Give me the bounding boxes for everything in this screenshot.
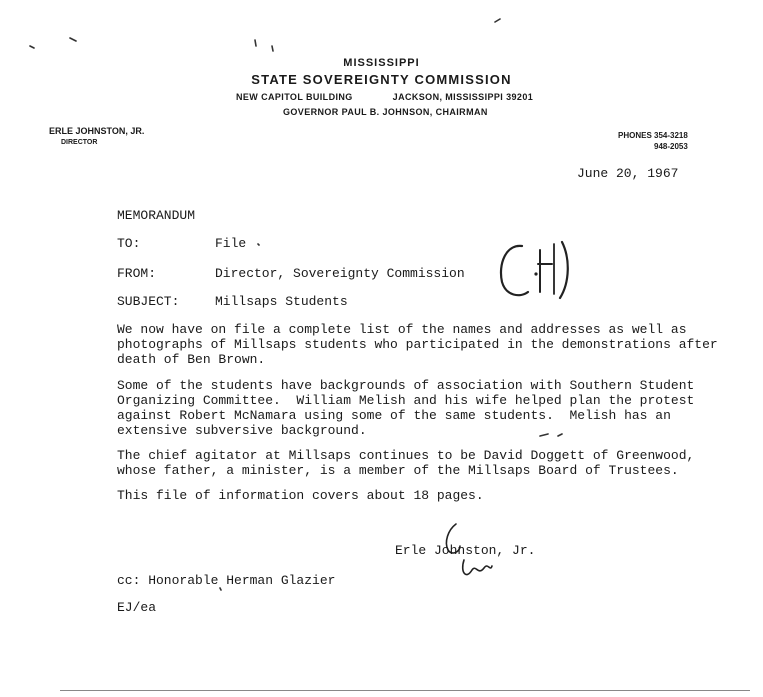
phone-line-1: PHONES 354-3218	[618, 131, 688, 140]
memo-date: June 20, 1967	[577, 166, 679, 181]
memo-heading: MEMORANDUM	[117, 208, 196, 223]
director-title: DIRECTOR	[61, 139, 98, 146]
subject-label: SUBJECT:	[117, 294, 180, 309]
subject-value: Millsaps Students	[215, 294, 348, 309]
signature-line: Erle Johnston, Jr.	[395, 543, 536, 558]
phone-line-2: 948-2053	[654, 142, 688, 151]
director-name: ERLE JOHNSTON, JR.	[49, 126, 145, 136]
paragraph-1: We now have on file a complete list of the names and addresses as well as photographs of Millsaps students who participated in the demonstrations after death of Ben Brown.	[117, 322, 718, 367]
bottom-rule	[60, 690, 750, 691]
letterhead-address: NEW CAPITOL BUILDING	[236, 92, 353, 102]
from-label: FROM:	[117, 266, 157, 281]
letterhead-organization: STATE SOVEREIGNTY COMMISSION	[251, 72, 512, 87]
letterhead-governor: GOVERNOR PAUL B. JOHNSON, CHAIRMAN	[283, 107, 488, 117]
to-label: TO:	[117, 236, 141, 251]
paragraph-4: This file of information covers about 18 pages.	[117, 488, 484, 503]
cc-line: cc: Honorable Herman Glazier	[117, 573, 336, 588]
to-value: File	[215, 236, 247, 251]
paragraph-3: The chief agitator at Millsaps continues to be David Doggett of Greenwood, whose father, a minister, is a member of the Millsaps Board of Trustees.	[117, 448, 695, 478]
letterhead-state: MISSISSIPPI	[343, 57, 420, 69]
typist-initials: EJ/ea	[117, 600, 157, 615]
paragraph-2: Some of the students have backgrounds of association with Southern Student Organizing Committee. William Melish and his wife helped plan the protest against Robert McNamara using some of the same students. Melish has an extensive subversive background.	[117, 378, 695, 438]
from-value: Director, Sovereignty Commission	[215, 266, 465, 281]
letterhead-city: JACKSON, MISSISSIPPI 39201	[392, 92, 534, 102]
